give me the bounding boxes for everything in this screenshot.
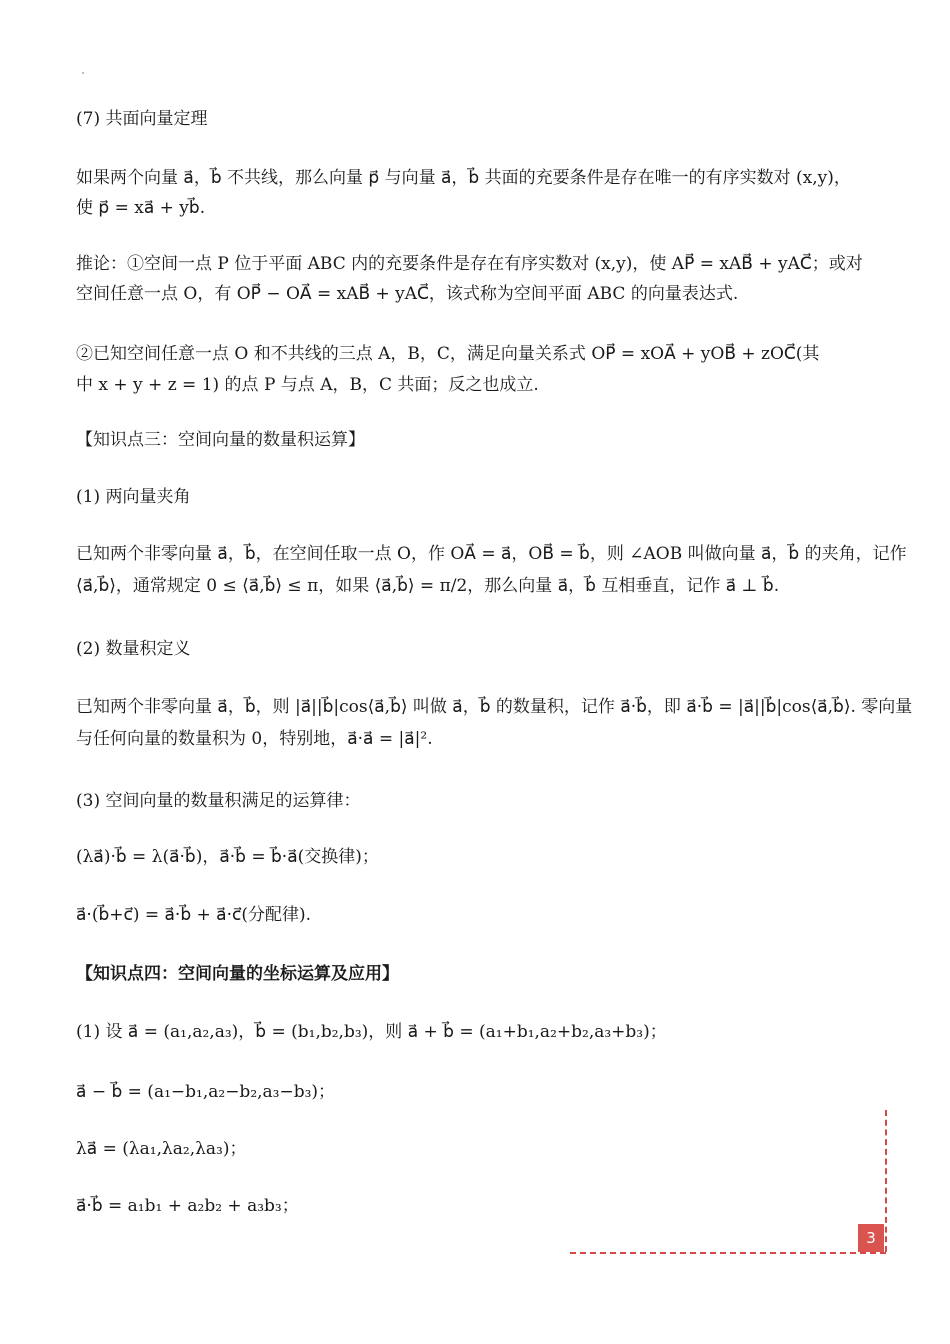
- operation-laws-title: (3) 空间向量的数量积满足的运算律：: [76, 791, 361, 811]
- dot-product-subsection-title: (2) 数量积定义: [76, 639, 191, 659]
- page-number: 3: [858, 1224, 884, 1252]
- dot-product-definition-line-1: 已知两个非零向量 a⃗，b⃗，则 |a⃗||b⃗|cos⟨a⃗,b⃗⟩ 叫做 a⃗，b⃗ 的数量积，记作 a⃗·b⃗，即 a⃗·b⃗ = |a⃗||b⃗|cos⟨a⃗,b⃗⟩. 零向量: [76, 697, 913, 717]
- distributive-law: a⃗·(b⃗+c⃗) = a⃗·b⃗ + a⃗·c⃗(分配律).: [76, 905, 312, 925]
- coplanar-theorem-line-2: 使 p⃗ = xa⃗ + yb⃗.: [76, 198, 206, 218]
- corollary-2-line-1: ②已知空间任意一点 O 和不共线的三点 A，B，C，满足向量关系式 OP⃗ = xOA⃗ + yOB⃗ + zOC⃗(其: [76, 344, 820, 364]
- dot-product-definition-line-2: 与任何向量的数量积为 0，特别地，a⃗·a⃗ = |a⃗|².: [76, 729, 433, 749]
- coplanar-theorem-line-1: 如果两个向量 a⃗，b⃗ 不共线，那么向量 p⃗ 与向量 a⃗，b⃗ 共面的充要条件是存在唯一的有序实数对 (x,y)，: [76, 168, 851, 188]
- corollary-1-line-1: 推论：①空间一点 P 位于平面 ABC 内的充要条件是存在有序实数对 (x,y)，使 AP⃗ = xAB⃗ + yAC⃗；或对: [76, 254, 863, 274]
- angle-definition-line-2: ⟨a⃗,b⃗⟩，通常规定 0 ≤ ⟨a⃗,b⃗⟩ ≤ π，如果 ⟨a⃗,b⃗⟩ = π/2，那么向量 a⃗，b⃗ 互相垂直，记作 a⃗ ⊥ b⃗.: [76, 576, 780, 596]
- angle-definition-line-1: 已知两个非零向量 a⃗，b⃗，在空间任取一点 O，作 OA⃗ = a⃗，OB⃗ = b⃗，则 ∠AOB 叫做向量 a⃗，b⃗ 的夹角，记作: [76, 544, 907, 564]
- coordinate-scalar-multiplication: λa⃗ = (λa₁,λa₂,λa₃)；: [76, 1139, 247, 1159]
- section-7-title: (7) 共面向量定理: [76, 109, 208, 129]
- corollary-2-line-2: 中 x + y + z = 1) 的点 P 与点 A，B，C 共面；反之也成立.: [76, 375, 539, 395]
- angle-subsection-title: (1) 两向量夹角: [76, 487, 191, 507]
- coordinate-addition: (1) 设 a⃗ = (a₁,a₂,a₃)，b⃗ = (b₁,b₂,b₃)，则 a⃗ + b⃗ = (a₁+b₁,a₂+b₂,a₃+b₃)；: [76, 1022, 667, 1042]
- page-corner-decoration-horizontal: [570, 1252, 886, 1254]
- knowledge-point-3-heading: 【知识点三：空间向量的数量积运算】: [76, 430, 365, 450]
- knowledge-point-4-heading: 【知识点四：空间向量的坐标运算及应用】: [76, 964, 399, 984]
- commutative-law: (λa⃗)·b⃗ = λ(a⃗·b⃗)，a⃗·b⃗ = b⃗·a⃗(交换律)；: [76, 847, 379, 867]
- corollary-1-line-2: 空间任意一点 O，有 OP⃗ − OA⃗ = xAB⃗ + yAC⃗，该式称为空间平面 ABC 的向量表达式.: [76, 284, 739, 304]
- coordinate-subtraction: a⃗ − b⃗ = (a₁−b₁,a₂−b₂,a₃−b₃)；: [76, 1082, 336, 1102]
- page-corner-decoration-vertical: [885, 1110, 887, 1252]
- scan-dot: [82, 72, 84, 74]
- coordinate-dot-product: a⃗·b⃗ = a₁b₁ + a₂b₂ + a₃b₃；: [76, 1196, 299, 1216]
